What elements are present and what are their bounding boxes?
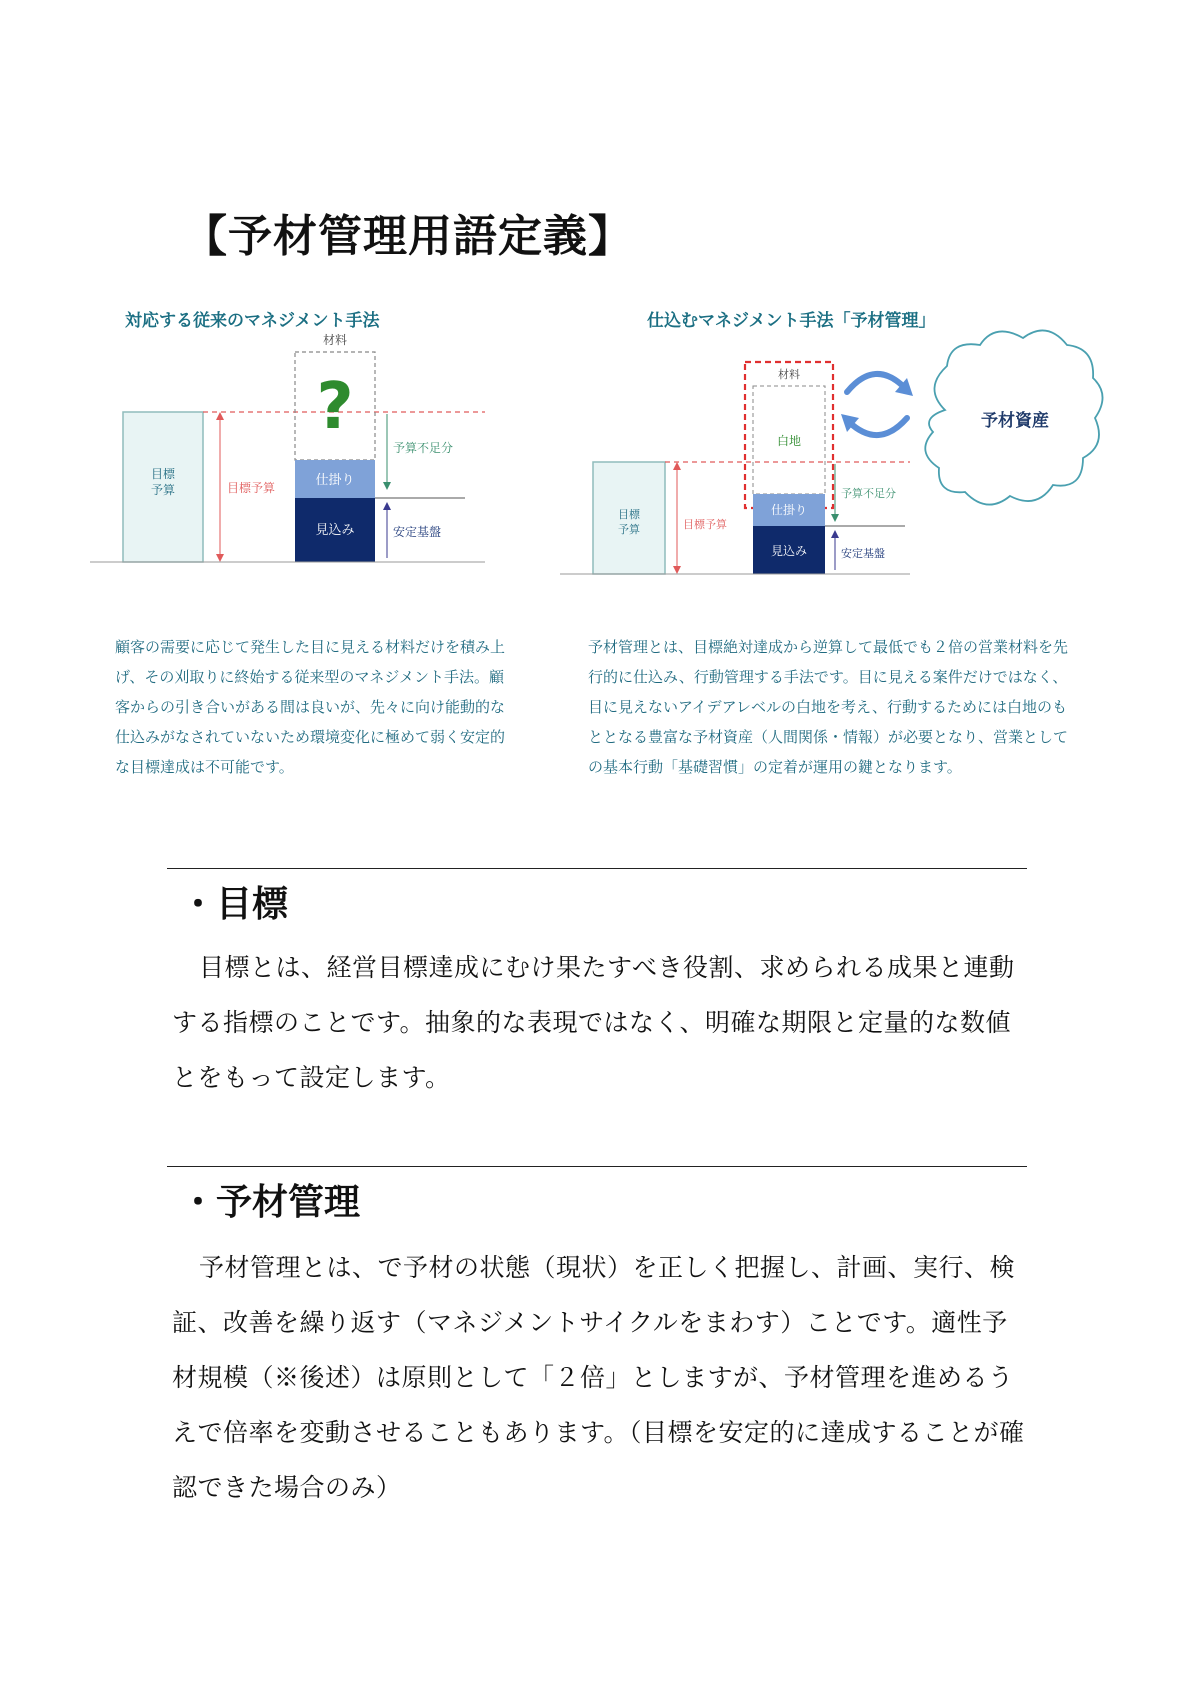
target-box-label-line2: 予算	[150, 483, 176, 497]
shikakari-label: 仕掛り	[315, 473, 355, 488]
shortfall-arrow-head	[831, 514, 839, 522]
traditional-method-diagram	[85, 300, 505, 600]
section-divider	[167, 1166, 1027, 1167]
target-arrow-head-bottom	[673, 566, 681, 574]
mikomi-label: 見込み	[770, 544, 808, 558]
section-heading-yozai: ・予材管理	[180, 1181, 361, 1223]
blank-label: 白地	[776, 434, 802, 448]
section-divider	[167, 868, 1027, 869]
target-budget-label: 目標予算	[227, 481, 276, 495]
section-heading-target: ・目標	[180, 883, 289, 925]
shortfall-label: 予算不足分	[393, 441, 454, 455]
shikakari-label: 仕掛り	[770, 503, 808, 517]
asset-label: 予材資産	[981, 411, 1049, 431]
material-label: 材料	[778, 368, 800, 381]
shortfall-arrow-head	[383, 482, 391, 490]
target-arrow-head-top	[216, 412, 224, 420]
target-box-label-line2: 予算	[618, 523, 640, 536]
section-body-target: 目標とは、経営目標達成にむけ果たすべき役割、求められる成果と連動する指標のことです。抽象的な表現ではなく、明確な期限と定量的な数値とをもって設定します。	[172, 953, 1015, 1092]
yozai-method-diagram	[555, 300, 1110, 600]
base-arrow-head	[831, 530, 839, 538]
base-label: 安定基盤	[393, 525, 442, 539]
target-box-label-line1: 目標	[618, 508, 640, 521]
cycle-arrows-icon	[841, 374, 913, 435]
traditional-method-chart	[85, 300, 505, 600]
yozai-method-caption: 予材管理とは、目標絶対達成から逆算して最低でも２倍の営業材料を先行的に仕込み、行動管理する手法です。目に見える案件だけではなく、目に見えないアイデアレベルの白地を考え、行動するためには白地のもととなる豊富な予材資産（人間関係・情報）が必要となり、営業としての基本行動「基礎習慣」の定着が運用の鍵となります。	[588, 638, 1069, 776]
diagram-heading: 対応する従来のマネジメント手法	[125, 311, 380, 331]
yozai-method-chart	[555, 300, 1110, 600]
traditional-method-caption: 顧客の需要に応じて発生した目に見える材料だけを積み上げ、その刈取りに終始する従来型のマネジメント手法。顧客からの引き合いがある間は良いが、先々に向け能動的な仕込みがなされていないため環境変化に極めて弱く安定的な目標達成は不可能です。	[115, 638, 506, 776]
page-title: 【予材管理用語定義】	[183, 211, 633, 262]
target-budget-label: 目標予算	[683, 518, 727, 531]
base-arrow-head	[383, 502, 391, 510]
target-box-label-line1: 目標	[150, 467, 176, 481]
material-label: 材料	[322, 333, 348, 347]
mikomi-label: 見込み	[315, 523, 355, 538]
diagram-heading: 仕込むマネジメント手法「予材管理」	[647, 311, 936, 331]
shortfall-label: 予算不足分	[841, 487, 896, 500]
section-body-yozai: 予材管理とは、で予材の状態（現状）を正しく把握し、計画、実行、検証、改善を繰り返す（マネジメントサイクルをまわす）ことです。適性予材規模（※後述）は原則として「２倍」としますが、予材管理を進めるうえで倍率を変動させることもあります。（目標を安定的に達成することが確認できた場合のみ）	[172, 1253, 1025, 1502]
question-mark-icon: ?	[316, 370, 354, 444]
target-arrow-head-top	[673, 462, 681, 470]
target-arrow-head-bottom	[216, 554, 224, 562]
base-label: 安定基盤	[841, 547, 885, 560]
